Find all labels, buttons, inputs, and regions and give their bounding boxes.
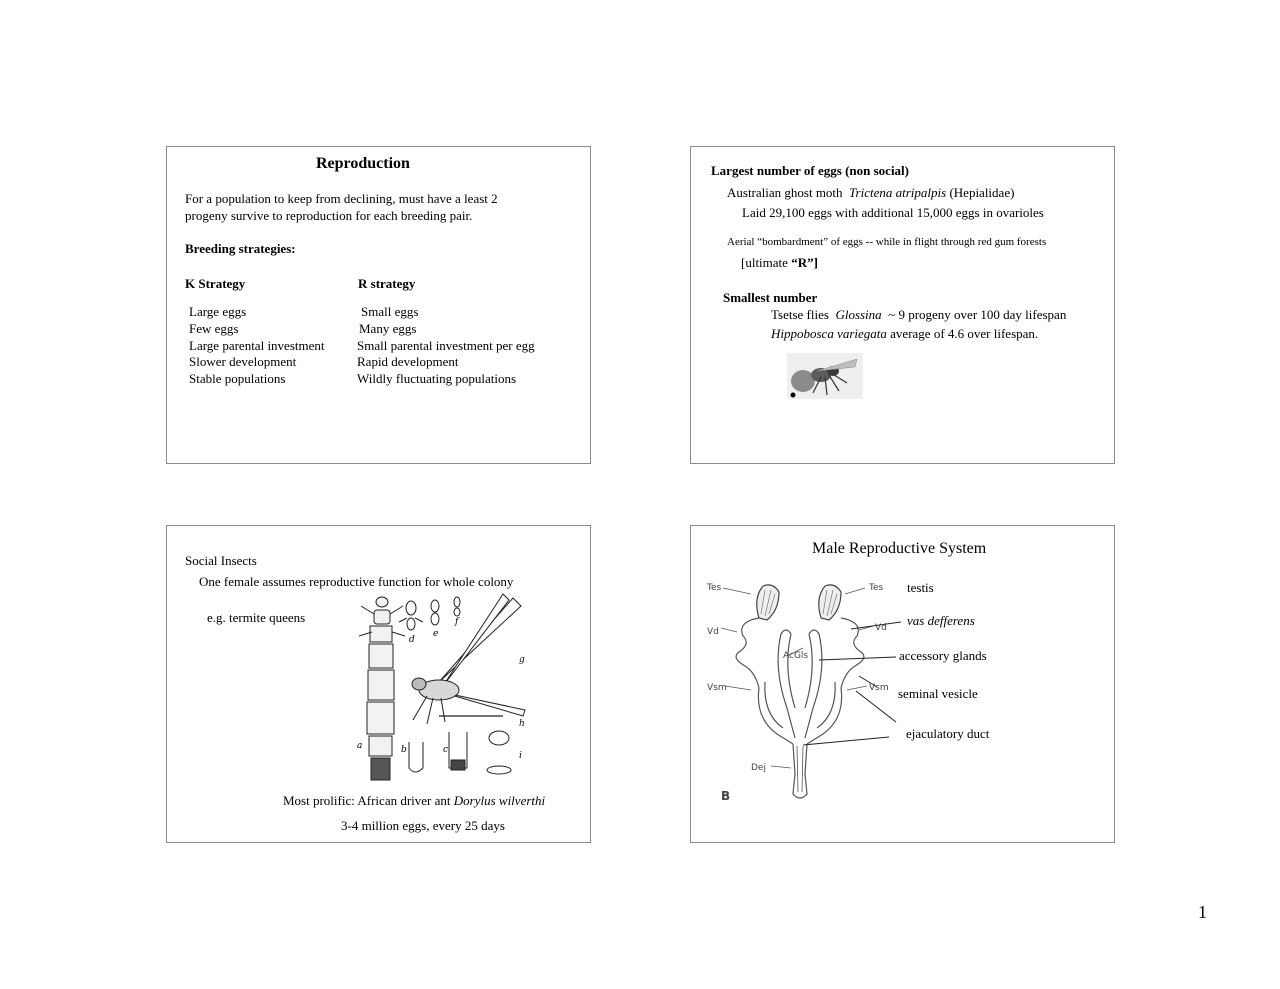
k-item: Large parental investment	[189, 338, 325, 353]
largest-heading: Largest number of eggs (non social)	[711, 163, 910, 178]
diagram-label: Vd	[707, 627, 719, 637]
hippo-line	[771, 326, 1038, 342]
slide-title: Male Reproductive System	[812, 540, 987, 557]
moth-family: (Hepialidae)	[949, 185, 1015, 200]
strategies-heading: Breeding strategies:	[185, 241, 296, 256]
page-number: 1	[1198, 902, 1207, 922]
slide-title: Reproduction	[316, 155, 410, 172]
r-item: Small eggs	[361, 304, 419, 319]
tsetse-genus: Glossina	[835, 307, 882, 322]
k-item: Stable populations	[189, 371, 286, 386]
fig-letter-e: e	[433, 629, 439, 639]
k-item: Large eggs	[189, 304, 247, 319]
prolific-line	[283, 793, 545, 809]
moth-line	[727, 185, 1014, 201]
smallest-heading: Smallest number	[723, 290, 818, 305]
moth-species: Trictena atripalpis	[849, 185, 947, 200]
intro-line: progeny survive to reproduction for each breeding pair.	[185, 208, 473, 223]
prolific-species: Dorylus wilverthi	[453, 793, 546, 808]
label-vas-defferens: vas defferens	[907, 613, 975, 628]
termite-head-drawings	[409, 731, 511, 774]
slide-social-insects	[166, 525, 591, 843]
label-testis: testis	[907, 580, 934, 595]
slide-reproduction	[166, 146, 591, 464]
k-item: Few eggs	[189, 321, 239, 336]
social-subline: One female assumes reproductive function for whole colony	[199, 574, 514, 589]
label-seminal-vesicle: seminal vesicle	[898, 686, 978, 701]
diagram-label: Vsm	[869, 683, 889, 693]
ultimate-line	[741, 255, 818, 271]
fig-letter-h: h	[519, 719, 525, 729]
r-item: Wildly fluctuating populations	[357, 371, 517, 386]
termite-example: e.g. termite queens	[207, 610, 306, 625]
hippobosca-fly-image	[787, 353, 863, 401]
figure-letter-b: B	[721, 789, 731, 803]
fig-letter-a: a	[357, 741, 363, 751]
fig-letter-i: i	[519, 751, 522, 761]
termite-alate-drawing	[412, 594, 525, 724]
diagram-label: Vsm	[707, 683, 727, 693]
hippo-species: Hippobosca variegata	[771, 326, 887, 341]
fig-letter-c: c	[443, 745, 449, 755]
label-ejaculatory-duct: ejaculatory duct	[906, 726, 990, 741]
tsetse-line	[771, 307, 1066, 323]
prolific-prefix: Most prolific: African driver ant	[283, 793, 451, 808]
diagram-label: Tes	[707, 583, 722, 593]
k-heading: K Strategy	[185, 276, 246, 291]
ultimate-prefix: [ultimate	[741, 255, 788, 270]
hippo-suffix: average of 4.6 over lifespan.	[890, 326, 1039, 341]
fig-letter-b: b	[401, 745, 407, 755]
r-heading: R strategy	[358, 276, 416, 291]
termite-castes-figure	[353, 592, 533, 788]
intro-line: For a population to keep from declining, must have a least 2	[185, 191, 498, 206]
aerial-line: Aerial “bombardment” of eggs -- while in flight through red gum forests	[727, 236, 1047, 248]
ultimate-r: “R”]	[791, 255, 818, 270]
diagram-label: Dej	[751, 763, 766, 773]
moth-prefix: Australian ghost moth	[727, 185, 843, 200]
eggs-line: 3-4 million eggs, every 25 days	[341, 818, 505, 833]
r-item: Many eggs	[359, 321, 417, 336]
diagram-label: Tes	[869, 583, 884, 593]
tsetse-prefix: Tsetse flies	[771, 307, 829, 322]
r-item: Rapid development	[357, 354, 459, 369]
k-item: Slower development	[189, 354, 297, 369]
social-heading: Social Insects	[185, 553, 257, 568]
slide-egg-numbers	[690, 146, 1115, 464]
slide-male-reproductive	[690, 525, 1115, 843]
label-leader-lines	[691, 526, 1114, 842]
fig-letter-f: f	[455, 617, 459, 627]
diagram-label: Vd	[875, 623, 887, 633]
termite-soldier-drawings	[399, 597, 460, 630]
termite-queen-drawing	[359, 597, 405, 780]
tsetse-suffix: ~ 9 progeny over 100 day lifespan	[888, 307, 1067, 322]
fig-letter-d: d	[409, 635, 415, 645]
laid-line: Laid 29,100 eggs with additional 15,000 eggs in ovarioles	[742, 205, 1044, 220]
diagram-label: AcGls	[783, 651, 809, 661]
label-accessory-glands: accessory glands	[899, 648, 987, 663]
fig-letter-g: g	[519, 655, 525, 665]
r-item: Small parental investment per egg	[357, 338, 535, 353]
